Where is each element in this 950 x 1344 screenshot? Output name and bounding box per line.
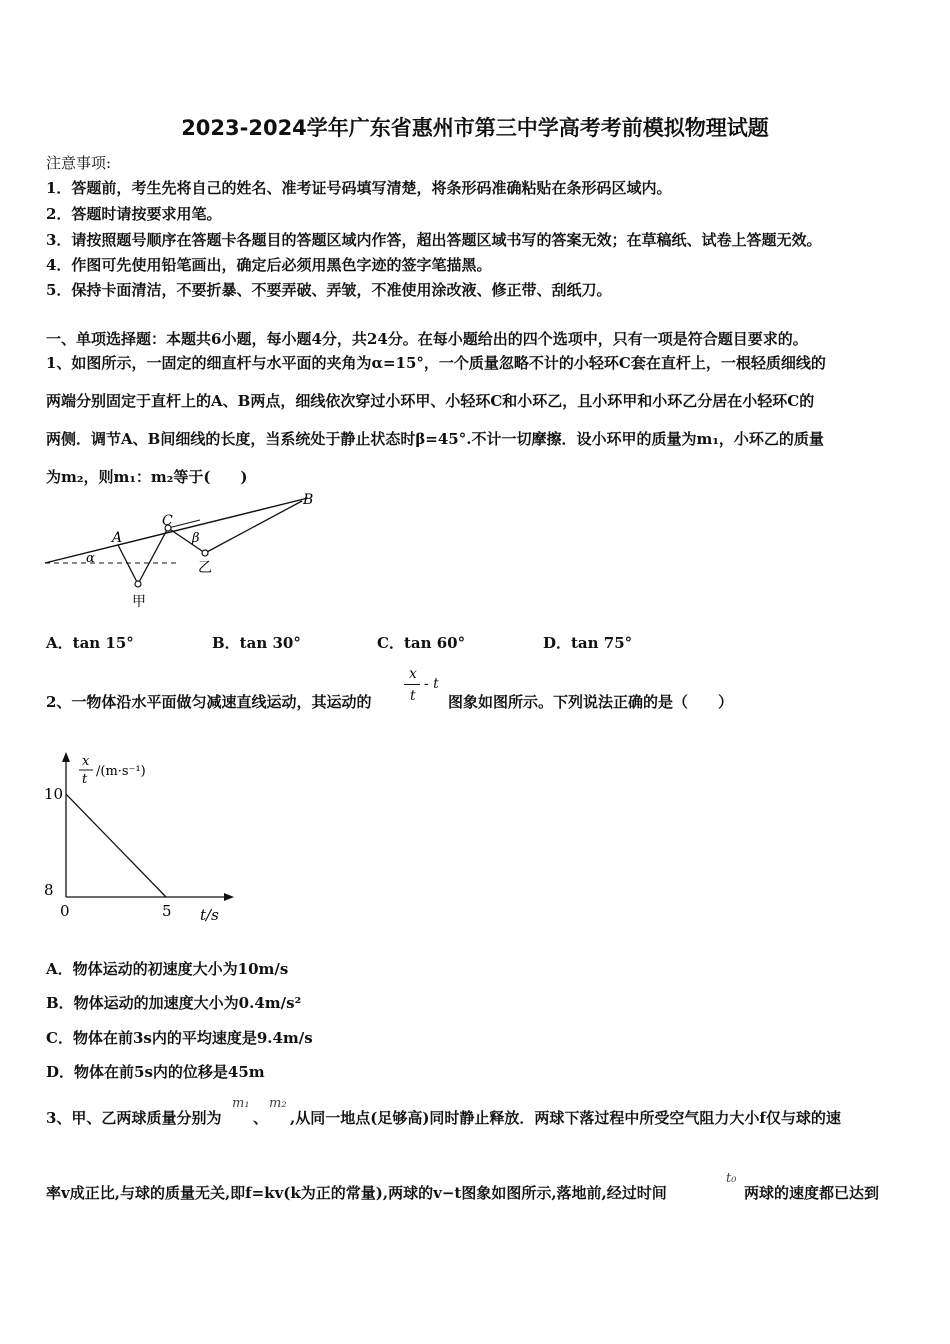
label-beta: β — [192, 531, 200, 546]
q1-text: 为m₂，则m₁：m₂等于( ) — [46, 468, 248, 486]
q2-option-a[interactable]: A．物体运动的初速度大小为10m/s — [46, 960, 289, 978]
x-label: t/s — [200, 906, 219, 924]
q2-frac-den: t — [410, 688, 416, 704]
q1-text: 1、如图所示，一固定的细直杆与水平面的夹角为α=15°，一个质量忽略不计的小轻环C套在直杆上，一根轻质细线的 — [46, 354, 826, 372]
label-yi: 乙 — [198, 560, 212, 576]
q3-sep: 、 — [253, 1109, 269, 1127]
label-jia: 甲 — [132, 594, 146, 610]
y-tick-label: 8 — [44, 881, 54, 899]
y-label-num: x — [82, 754, 90, 769]
q3-text: 3、甲、乙两球质量分别为 — [46, 1109, 222, 1127]
ring-jia — [135, 581, 141, 587]
string-right — [205, 501, 302, 553]
q1-option-c[interactable]: C．tan 60° — [377, 634, 466, 652]
q1-option-b[interactable]: B．tan 30° — [212, 634, 301, 652]
y-label-den: t — [82, 772, 88, 787]
string-mid — [168, 520, 200, 528]
notice-heading: 注意事项: — [46, 154, 112, 172]
x-tick-label: 5 — [162, 902, 172, 920]
section-heading: 一、单项选择题：本题共6小题，每小题4分，共24分。在每小题给出的四个选项中，只有一项是符合题目要求的。 — [46, 330, 808, 348]
q3-m1: m₁ — [232, 1096, 250, 1111]
q3-t0: t₀ — [726, 1171, 737, 1186]
q2-text-suffix: 图象如图所示。下列说法正确的是（ ） — [448, 693, 734, 711]
page-title: 2023-2024学年广东省惠州市第三中学高考考前模拟物理试题 — [181, 116, 769, 140]
label-alpha: α — [86, 551, 95, 566]
q3-text: 两球的速度都已达到 — [744, 1184, 880, 1202]
q1-figure — [40, 488, 330, 613]
q2-text-prefix: 2、一物体沿水平面做匀减速直线运动，其运动的 — [46, 693, 372, 711]
q1-text: 两端分别固定于直杆上的A、B两点，细线依次穿过小环甲、小轻环C和小环乙，且小环甲和小环乙分居在小轻环C的 — [46, 392, 815, 410]
q2-option-c[interactable]: C．物体在前3s内的平均速度是9.4m/s — [46, 1029, 313, 1047]
y-tick-label: 10 — [44, 785, 64, 804]
x-axis-arrow — [224, 893, 234, 901]
label-b: B — [303, 492, 314, 508]
data-line — [66, 794, 166, 897]
y-label-unit: /(m·s⁻¹) — [96, 764, 146, 779]
y-axis-arrow — [62, 752, 70, 762]
q1-option-a[interactable]: A．tan 15° — [46, 634, 134, 652]
x-tick-label: 0 — [60, 902, 70, 920]
notice-item: 1．答题前，考生先将自己的姓名、准考证号码填写清楚，将条形码准确粘贴在条形码区域内。 — [46, 179, 672, 197]
q2-frac-num: x — [409, 666, 417, 682]
label-a: A — [112, 530, 123, 546]
rod — [45, 498, 308, 563]
q2-dash-t: - t — [424, 676, 439, 692]
q2-frac-bar — [404, 684, 420, 685]
q1-text: 两侧．调节A、B间细线的长度，当系统处于静止状态时β=45°.不计一切摩擦．设小环甲的质量为m₁，小环乙的质量 — [46, 430, 824, 448]
q2-option-b[interactable]: B．物体运动的加速度大小为0.4m/s² — [46, 994, 302, 1012]
notice-item: 3．请按照题号顺序在答题卡各题目的答题区域内作答，超出答题区域书写的答案无效；在草稿纸、试卷上答题无效。 — [46, 231, 822, 249]
q3-text: 率v成正比,与球的质量无关,即f=kv(k为正的常量),两球的v−t图象如图所示,落地前,经过时间 — [46, 1184, 667, 1202]
q3-text: ,从同一地点(足够高)同时静止释放．两球下落过程中所受空气阻力大小f仅与球的速 — [290, 1109, 841, 1127]
notice-item: 5．保持卡面清洁，不要折暴、不要弄破、弄皱，不准使用涂改液、修正带、刮纸刀。 — [46, 281, 612, 299]
q1-option-d[interactable]: D．tan 75° — [543, 634, 633, 652]
q2-option-d[interactable]: D．物体在前5s内的位移是45m — [46, 1063, 265, 1081]
notice-item: 4．作图可先使用铅笔画出，确定后必须用黑色字迹的签字笔描黑。 — [46, 256, 492, 274]
q3-m2: m₂ — [269, 1096, 287, 1111]
notice-item: 2．答题时请按要求用笔。 — [46, 205, 222, 223]
label-c: C — [162, 513, 173, 529]
ring-yi — [202, 550, 208, 556]
q2-chart — [38, 750, 238, 930]
